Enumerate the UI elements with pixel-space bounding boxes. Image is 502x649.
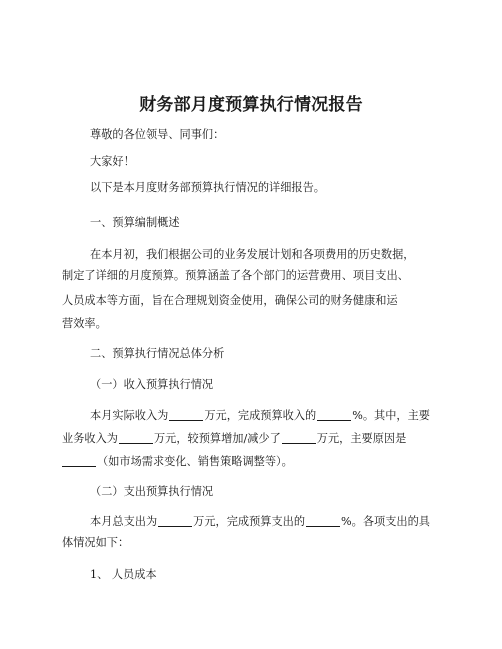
intro-line: 以下是本月度财务部预算执行情况的详细报告。	[90, 181, 325, 194]
income-line-2	[62, 431, 406, 447]
expense-line-1	[90, 514, 430, 530]
fill-blank-actual-income	[169, 409, 203, 421]
section1-para-line-3: 人员成本等方面，旨在合理规划资金使用，确保公司的财务健康和运	[62, 294, 398, 307]
expense-line-2: 体情况如下：	[62, 536, 130, 549]
income-line-3	[62, 454, 293, 470]
fill-blank-total-expense	[158, 515, 192, 527]
income-line-1	[90, 408, 430, 424]
section1-para-line-1: 在本月初，我们根据公司的业务发展计划和各项费用的历史数据，	[90, 248, 415, 261]
income-heading: （一）收入预算执行情况	[90, 378, 214, 391]
expense-line-1-part-c: %。各项支出的具	[341, 515, 430, 528]
fill-blank-income-reason	[62, 455, 96, 467]
section1-heading: 一、预算编制概述	[90, 216, 180, 229]
income-line-1-part-c: %。其中，主要	[352, 409, 430, 422]
hello-line: 大家好！	[90, 155, 135, 168]
fill-blank-main-income	[119, 432, 153, 444]
fill-blank-income-diff	[282, 432, 316, 444]
income-line-1-part-b: 万元，完成预算收入的	[204, 409, 317, 422]
expense-line-1-part-b: 万元，完成预算支出的	[193, 515, 306, 528]
expense-heading: （二）支出预算执行情况	[90, 485, 214, 498]
fill-blank-income-percent	[317, 409, 351, 421]
income-line-2-part-b: 万元，较预算增加/减少了	[153, 432, 281, 445]
section1-para-line-2: 制定了详细的月度预算。预算涵盖了各个部门的运营费用、项目支出、	[62, 269, 409, 282]
income-line-2-part-c: 万元，主要原因是	[316, 432, 407, 445]
income-line-2-part-a: 业务收入为	[62, 432, 118, 445]
section2-heading: 二、预算执行情况总体分析	[90, 347, 225, 360]
expense-line-1-part-a: 本月总支出为	[90, 515, 158, 528]
greeting: 尊敬的各位领导、同事们：	[90, 128, 225, 141]
section1-para-line-4: 营效率。	[62, 317, 107, 330]
income-line-3-text: （如市场需求变化、销售策略调整等）。	[97, 455, 293, 468]
fill-blank-expense-percent	[306, 515, 340, 527]
expense-item-1: 1、 人员成本	[90, 568, 157, 581]
income-line-1-part-a: 本月实际收入为	[90, 409, 169, 422]
document-title: 财务部月度预算执行情况报告	[139, 95, 363, 115]
